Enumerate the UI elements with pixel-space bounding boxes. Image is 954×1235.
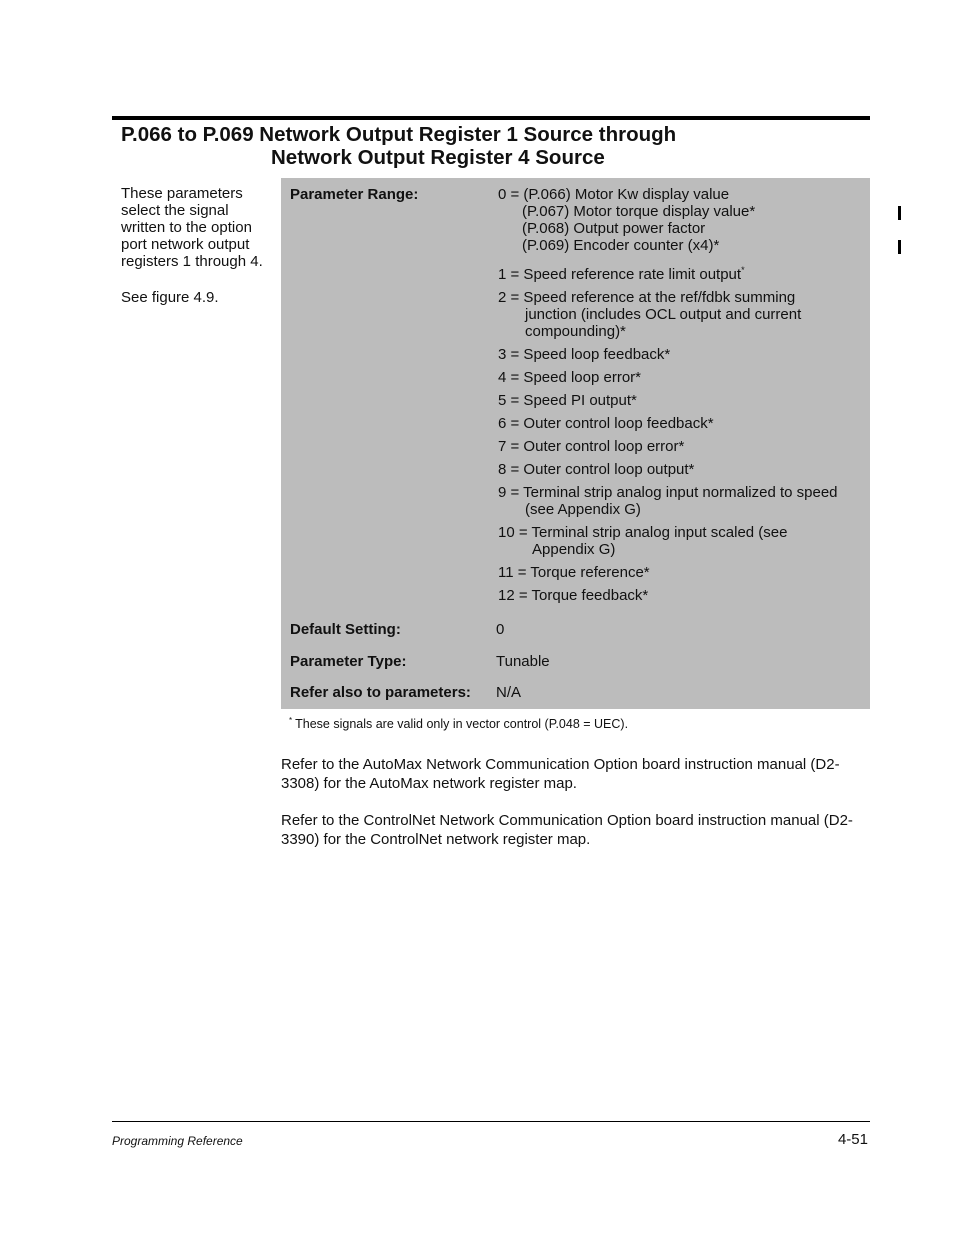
range-option-text: 12 = Torque feedback* [498,587,649,604]
range-option-continuation: (P.069) Encoder counter (x4)* [522,237,720,254]
change-bar [898,206,901,220]
automax-paragraph: Refer to the AutoMax Network Communication Option board instruction manual (D2-3308) for the AutoMax network register map. [281,756,840,792]
page-number: 4-51 [837,1131,868,1148]
default-setting-label: Default Setting: [290,621,401,638]
range-option-text: 3 = Speed loop feedback* [498,346,671,363]
range-option-text: 10 = Terminal strip analog input scaled (see [498,524,788,541]
range-option-text: 5 = Speed PI output* [498,392,637,409]
parameter-table [281,178,870,709]
footnote-text: These signals are valid only in vector control (P.048 = UEC). [295,717,629,731]
footnote [289,716,628,731]
title-line-2: Network Output Register 4 Source [271,146,605,169]
range-option-text: 7 = Outer control loop error* [498,438,685,455]
range-option-text: 9 = Terminal strip analog input normalized to speed [498,484,838,501]
page-title [121,123,676,169]
range-option [498,392,868,409]
range-option [498,289,868,340]
default-setting-value: 0 [496,621,505,638]
controlnet-paragraph: Refer to the ControlNet Network Communication Option board instruction manual (D2-3390) for the ControlNet network register map. [281,812,853,848]
footer-section-title: Programming Reference [112,1134,243,1148]
range-option-continuation: Appendix G) [532,541,616,558]
range-option [498,346,868,363]
parameter-range-list [498,186,868,610]
range-option-text: 2 = Speed reference at the ref/fdbk summing [498,289,796,306]
range-option [498,438,868,455]
range-option-text: 1 = Speed reference rate limit output [498,266,742,283]
range-option [498,262,868,283]
refer-also-label: Refer also to parameters: [290,684,471,701]
figure-reference: See figure 4.9. [121,289,219,306]
range-option [498,587,868,604]
range-option-text: 11 = Torque reference* [498,564,650,581]
description-text: These parameters select the signal written to the option port network output registers 1 through 4. [121,185,263,270]
range-option [498,564,868,581]
footer-rule [112,1121,870,1122]
range-option [498,461,868,478]
range-option-text: 8 = Outer control loop output* [498,461,695,478]
range-option [498,369,868,386]
range-option [498,186,868,254]
parameter-type-label: Parameter Type: [290,653,407,670]
body-text [281,755,861,867]
footnote-mark: * [289,716,293,725]
refer-also-value: N/A [496,684,522,701]
range-option [498,415,868,432]
parameter-range-label: Parameter Range: [290,186,419,203]
range-option [498,524,868,558]
title-line-1: P.066 to P.069 Network Output Register 1 Source through [121,123,677,146]
range-option-continuation: (see Appendix G) [525,501,641,518]
change-bar [898,240,901,254]
range-option-text: 4 = Speed loop error* [498,369,642,386]
sidebar-description [121,185,276,325]
top-rule [112,116,870,120]
range-option-continuation: (P.068) Output power factor [522,220,706,237]
range-option-text: 0 = (P.066) Motor Kw display value [498,186,730,203]
range-option-text: 6 = Outer control loop feedback* [498,415,714,432]
range-option [498,484,868,518]
range-option-continuation: compounding)* [525,323,626,340]
range-option-continuation: (P.067) Motor torque display value* [522,203,756,220]
range-option-continuation: junction (includes OCL output and current [525,306,802,323]
parameter-type-value: Tunable [496,653,550,670]
footnote-reference: * [741,265,745,275]
